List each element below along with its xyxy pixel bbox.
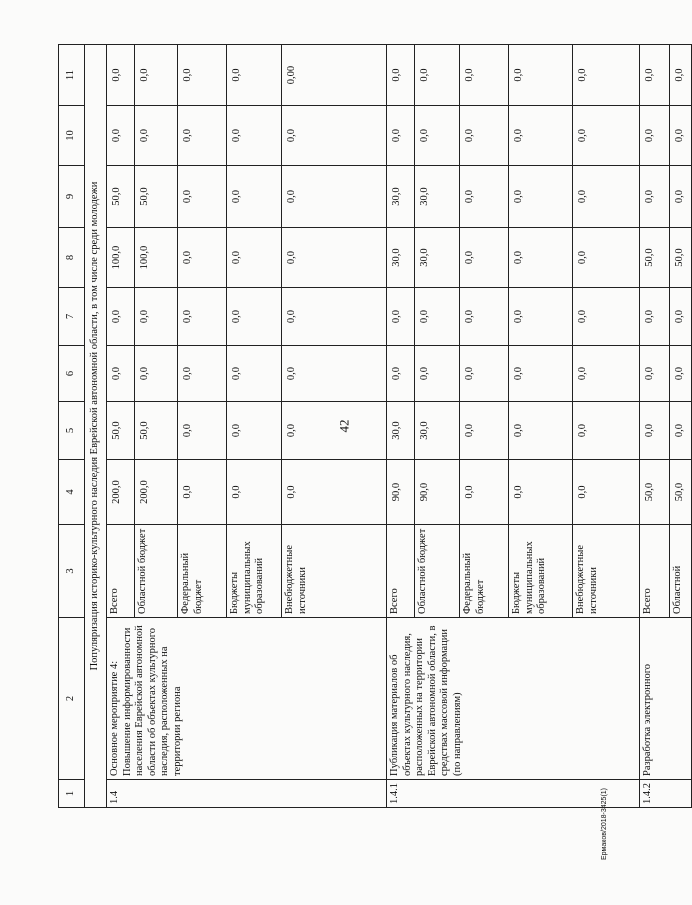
value-cell: 0,0 [460, 166, 509, 228]
value-cell: 0,0 [509, 288, 573, 346]
value-cell: 0,0 [573, 402, 640, 460]
value-cell: 0,0 [573, 460, 640, 525]
value-cell: 0,0 [670, 45, 692, 106]
value-cell: 0,0 [640, 166, 670, 228]
funding-source-cell: Всего [107, 525, 135, 618]
value-cell: 0,0 [460, 288, 509, 346]
value-cell: 0,0 [227, 460, 282, 525]
value-cell: 0,0 [387, 106, 415, 166]
value-cell: 0,0 [640, 288, 670, 346]
value-cell: 0,0 [640, 45, 670, 106]
table-row [107, 45, 135, 808]
value-cell: 0,0 [573, 346, 640, 402]
value-cell: 0,0 [282, 106, 387, 166]
value-cell: 0,0 [640, 106, 670, 166]
value-cell: 0,0 [282, 402, 387, 460]
funding-source-cell: Федеральный бюджет [460, 525, 509, 618]
header-cell: 11 [59, 45, 85, 106]
value-cell: 0,0 [282, 228, 387, 288]
value-cell: 50,0 [640, 460, 670, 525]
header-cell: 4 [59, 460, 85, 525]
value-cell: 0,0 [509, 106, 573, 166]
value-cell: 0,0 [387, 346, 415, 402]
value-cell: 0,0 [135, 288, 178, 346]
value-cell: 0,0 [670, 106, 692, 166]
value-cell: 0,0 [415, 106, 460, 166]
value-cell: 0,0 [227, 288, 282, 346]
value-cell: 0,0 [178, 45, 227, 106]
page-number: 42 [336, 419, 352, 433]
header-cell: 1 [59, 780, 85, 808]
value-cell: 0,0 [509, 346, 573, 402]
funding-source-cell: Областной [670, 525, 692, 618]
value-cell: 0,0 [509, 402, 573, 460]
value-cell: 0,0 [178, 106, 227, 166]
value-cell: 0,0 [227, 106, 282, 166]
value-cell: 0,0 [227, 402, 282, 460]
value-cell: 0,0 [573, 166, 640, 228]
value-cell: 0,0 [282, 460, 387, 525]
value-cell: 0,0 [573, 45, 640, 106]
value-cell: 0,0 [573, 106, 640, 166]
value-cell: 200,0 [135, 460, 178, 525]
value-cell: 50,0 [670, 460, 692, 525]
value-cell: 50,0 [107, 166, 135, 228]
value-cell: 100,0 [107, 228, 135, 288]
value-cell: 0,00 [282, 45, 387, 106]
value-cell: 30,0 [387, 166, 415, 228]
value-cell: 0,0 [178, 460, 227, 525]
value-cell: 30,0 [415, 166, 460, 228]
value-cell: 0,0 [282, 166, 387, 228]
value-cell: 0,0 [178, 346, 227, 402]
value-cell: 0,0 [107, 45, 135, 106]
value-cell: 0,0 [460, 228, 509, 288]
activity-name-cell: Разработка электронного [640, 618, 692, 780]
row-number-cell: 1.4 [107, 780, 387, 808]
value-cell: 0,0 [509, 228, 573, 288]
value-cell: 30,0 [415, 228, 460, 288]
value-cell: 0,0 [509, 166, 573, 228]
row-number-cell: 1.4.2 [640, 780, 692, 808]
value-cell: 0,0 [387, 45, 415, 106]
value-cell: 30,0 [415, 402, 460, 460]
header-cell: 9 [59, 166, 85, 228]
activity-name-cell: Публикация материалов об объектах культурного наследия, расположенных на территории Еврейской автономной области, в средствах массовой информации (по направлениям) [387, 618, 640, 780]
value-cell: 0,0 [670, 288, 692, 346]
value-cell: 30,0 [387, 402, 415, 460]
header-row [59, 45, 85, 808]
header-cell: 3 [59, 525, 85, 618]
value-cell: 0,0 [460, 460, 509, 525]
activity-name-cell: Основное мероприятие 4: Повышение информированности населения Еврейской автономной области об объектах культурного наследия, расположенных на территории региона [107, 618, 387, 780]
value-cell: 0,0 [460, 346, 509, 402]
row-number-cell: 1.4.1 [387, 780, 640, 808]
table-body [59, 45, 692, 808]
section-title: Популяризация историко-культурного наследия Еврейской автономной области, в том числе среди молодежи [85, 45, 107, 808]
value-cell: 0,0 [135, 45, 178, 106]
funding-source-cell: Всего [640, 525, 670, 618]
header-cell: 7 [59, 288, 85, 346]
value-cell: 50,0 [135, 402, 178, 460]
funding-source-cell: Областной бюджет [135, 525, 178, 618]
value-cell: 0,0 [227, 228, 282, 288]
value-cell: 0,0 [640, 402, 670, 460]
value-cell: 50,0 [135, 166, 178, 228]
funding-source-cell: Всего [387, 525, 415, 618]
value-cell: 0,0 [107, 288, 135, 346]
value-cell: 90,0 [415, 460, 460, 525]
header-cell: 5 [59, 402, 85, 460]
value-cell: 0,0 [640, 346, 670, 402]
funding-source-cell: Внебюджетные источники [282, 525, 387, 618]
header-cell: 6 [59, 346, 85, 402]
value-cell: 0,0 [415, 45, 460, 106]
value-cell: 0,0 [573, 288, 640, 346]
value-cell: 0,0 [415, 346, 460, 402]
value-cell: 100,0 [135, 228, 178, 288]
value-cell: 0,0 [460, 106, 509, 166]
value-cell: 50,0 [670, 228, 692, 288]
header-cell: 8 [59, 228, 85, 288]
value-cell: 0,0 [178, 288, 227, 346]
value-cell: 90,0 [387, 460, 415, 525]
value-cell: 0,0 [178, 228, 227, 288]
funding-source-cell: Внебюджетные источники [573, 525, 640, 618]
value-cell: 50,0 [107, 402, 135, 460]
value-cell: 30,0 [387, 228, 415, 288]
funding-source-cell: Бюджеты муниципальных образований [509, 525, 573, 618]
value-cell: 200,0 [107, 460, 135, 525]
value-cell: 0,0 [415, 288, 460, 346]
funding-source-cell: Областной бюджет [415, 525, 460, 618]
funding-source-cell: Бюджеты муниципальных образований [227, 525, 282, 618]
header-cell: 10 [59, 106, 85, 166]
value-cell: 0,0 [509, 45, 573, 106]
value-cell: 0,0 [227, 45, 282, 106]
value-cell: 0,0 [509, 460, 573, 525]
value-cell: 0,0 [670, 346, 692, 402]
value-cell: 0,0 [387, 288, 415, 346]
value-cell: 0,0 [135, 106, 178, 166]
value-cell: 0,0 [227, 346, 282, 402]
value-cell: 0,0 [227, 166, 282, 228]
value-cell: 50,0 [640, 228, 670, 288]
value-cell: 0,0 [282, 288, 387, 346]
value-cell: 0,0 [135, 346, 178, 402]
section-row [85, 45, 107, 808]
value-cell: 0,0 [460, 45, 509, 106]
table-row [387, 45, 415, 808]
value-cell: 0,0 [460, 402, 509, 460]
value-cell: 0,0 [178, 166, 227, 228]
value-cell: 0,0 [107, 106, 135, 166]
value-cell: 0,0 [670, 166, 692, 228]
budget-table [58, 44, 692, 808]
value-cell: 0,0 [282, 346, 387, 402]
value-cell: 0,0 [573, 228, 640, 288]
value-cell: 0,0 [178, 402, 227, 460]
funding-source-cell: Федеральный бюджет [178, 525, 227, 618]
rotated-table-container [58, 45, 685, 808]
value-cell: 0,0 [670, 402, 692, 460]
table-row [640, 45, 670, 808]
document-stamp: Ермаков/2018-3425(1) [601, 788, 608, 860]
header-cell: 2 [59, 618, 85, 780]
value-cell: 0,0 [107, 346, 135, 402]
